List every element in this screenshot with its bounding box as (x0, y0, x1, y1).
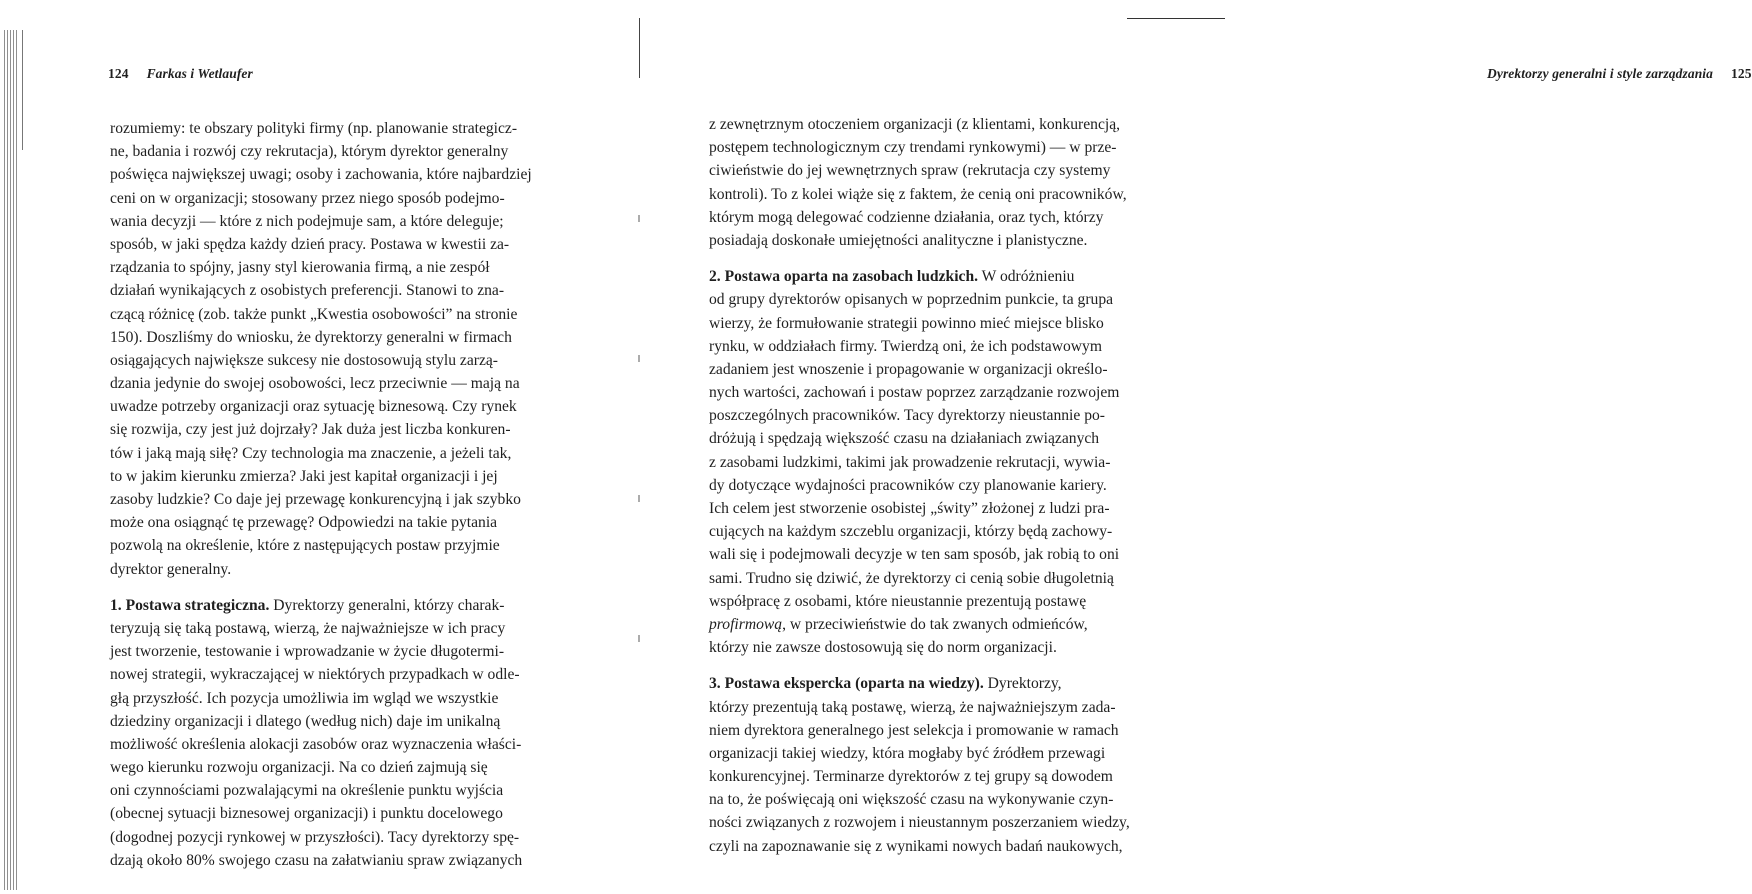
text-line: (dogodnej pozycji rynkowej w przyszłości). Tacy dyrektorzy spę- (110, 828, 520, 846)
section-heading-line (110, 594, 570, 617)
text-line: dzają około 80% swojego czasu na załatwianiu spraw związanych (110, 851, 523, 869)
gutter-marks (638, 160, 640, 720)
text-line: postępem technologicznym czy trendami rynkowymi) — w prze- (709, 139, 1117, 157)
right-paragraph-continuation (709, 113, 1171, 252)
text-line: wania decyzji — które z nich podejmuje sam, a które deleguje; (110, 212, 504, 230)
text-line: kontroli). To z kolei wiąże się z faktem, że cenią oni pracowników, (709, 185, 1127, 203)
text-line: organizacji takiej wiedzy, która mogłaby być źródłem przewagi (709, 744, 1106, 762)
text-line: na to, że poświęcają oni większość czasu na wykonywanie czyn- (709, 791, 1114, 809)
section-heading-line (709, 265, 1171, 288)
text-line: teryzują się taką postawą, wierzą, że najważniejsze w ich pracy (110, 619, 506, 637)
book-binding-shadow (22, 30, 23, 150)
book-binding-edge (4, 30, 18, 890)
text-line: z zasobami ludzkimi, takimi jak prowadzenie rekrutacji, wywia- (709, 453, 1111, 471)
text-line-italic (709, 613, 1171, 636)
text-line: czącą różnicę (zob. także punkt „Kwestia osobowości” na stronie (110, 305, 518, 323)
text-line: tów i jaką mają siłę? Czy technologia ma znaczenie, a jeżeli tak, (110, 444, 512, 462)
text-line: ności związanych z rozwojem i nieustannym poszerzaniem wiedzy, (709, 814, 1130, 832)
section-heading: 3. Postawa ekspercka (oparta na wiedzy). (709, 675, 984, 693)
text-line: osiągających największe sukcesy nie dostosowują stylu zarzą- (110, 351, 498, 369)
text-line: możliwość określenia alokacji zasobów oraz wyznaczenia właści- (110, 735, 522, 753)
section-expert-posture (709, 672, 1171, 858)
text-line: nych wartości, zachowań i postaw poprzez zarządzanie rozwojem (709, 384, 1120, 402)
text-line: zasoby ludzkie? Co daje jej przewagę konkurencyjną i jak szybko (110, 491, 521, 508)
right-page-number: 125 (1731, 66, 1752, 81)
text-line: (obecnej sytuacji biznesowej organizacji) i punktu docelowego (110, 805, 503, 823)
text-line: działań wynikających z osobistych preferencji. Stanowi to zna- (110, 282, 505, 300)
left-running-head (108, 66, 253, 82)
text-line: cujących na każdym szczeblu organizacji, którzy będą zachowy- (709, 523, 1113, 541)
text-fragment: W odróżnieniu (978, 268, 1075, 286)
text-line: może ona osiągnąć tę przewagę? Odpowiedzi na takie pytania (110, 514, 498, 532)
text-line: sami. Trudno się dziwić, że dyrektorzy ci cenią sobie długoletnią (709, 569, 1114, 587)
text-line: dziedziny organizacji i dlatego (według nich) daje im unikalną (110, 712, 501, 730)
text-line: wierzy, że formułowanie strategii powinno mieć miejsce blisko (709, 314, 1104, 332)
text-line: rozumiemy: te obszary polityki firmy (np. planowanie strategicz- (110, 120, 518, 137)
text-line: się rozwija, czy jest już dojrzały? Jak duża jest liczba konkuren- (110, 421, 511, 439)
text-line: głą przyszłość. Ich pozycja umożliwia im wgląd we wszystkie (110, 689, 499, 707)
text-line: rządzania to spójny, jasny styl kierowania firmą, a nie zespół (110, 259, 490, 277)
text-line: od grupy dyrektorów opisanych w poprzednim punkcie, ta grupa (709, 291, 1114, 309)
text-line: dróżują i spędzają większość czasu na działaniach związanych (709, 430, 1100, 448)
left-page-number: 124 (108, 66, 129, 81)
text-line: niem dyrektora generalnego jest selekcja i promowanie w ramach (709, 721, 1119, 739)
text-line: Ich celem jest stworzenie osobistej „świty” złożonej z ludzi pra- (709, 500, 1110, 517)
text-fragment: Dyrektorzy generalni, którzy charak- (269, 596, 505, 614)
left-page (0, 0, 640, 894)
text-line: ceni on w organizacji; stosowany przez niego sposób podejmo- (110, 189, 505, 207)
left-body-text (110, 117, 570, 872)
text-line: współpracę z osobami, które nieustannie prezentują postawę (709, 592, 1087, 610)
right-page (641, 0, 1752, 894)
text-fragment: , w przeciwieństwie do tak zwanych odmieńców, (782, 615, 1088, 633)
text-line: czyli na zapoznawanie się z wynikami nowych badań naukowych, (709, 837, 1123, 855)
text-line: dzania jedynie do swojej osobowości, lecz przeciwnie — mają na (110, 375, 520, 393)
text-line: posiadają doskonałe umiejętności analityczne i planistyczne. (709, 231, 1088, 249)
text-line: wego kierunku rozwoju organizacji. Na co dzień zajmują się (110, 759, 488, 777)
text-line: poszczególnych pracowników. Tacy dyrektorzy nieustannie po- (709, 407, 1105, 425)
text-line: dyrektor generalny. (110, 560, 232, 578)
right-running-head (1487, 66, 1752, 82)
text-line: rynku, w oddziałach firmy. Twierdzą oni, że ich podstawowym (709, 337, 1102, 355)
right-body-text (709, 113, 1171, 858)
text-line: wali się i podejmowali decyzje w ten sam sposób, jak robią to oni (709, 546, 1120, 564)
text-line: ne, badania i rozwój czy rekrutacja), którym dyrektor generalny (110, 143, 509, 161)
text-line: z zewnętrznym otoczeniem organizacji (z klientami, konkurencją, (709, 116, 1121, 133)
text-line: sposób, w jaki spędza każdy dzień pracy. Postawa w kwestii za- (110, 235, 510, 253)
text-line: ciwieństwie do jej wewnętrznych spraw (rekrutacja czy systemy (709, 162, 1111, 180)
text-line: uwadze potrzeby organizacji oraz sytuację biznesową. Czy rynek (110, 398, 517, 416)
text-line: konkurencyjnej. Terminarze dyrektorów z tej grupy są dowodem (709, 768, 1113, 786)
text-line: to w jakim kierunku zmierza? Jaki jest kapitał organizacji i jej (110, 467, 498, 485)
text-line: którym mogą delegować codzienne działania, oraz tych, którzy (709, 208, 1104, 226)
right-running-title: Dyrektorzy generalni i style zarządzania (1487, 66, 1714, 81)
text-fragment: Dyrektorzy, (983, 675, 1062, 693)
section-heading-line (709, 672, 1171, 695)
section-heading: 1. Postawa strategiczna. (110, 596, 270, 614)
text-line: oni czynnościami pozwalającymi na określenie punktu wyjścia (110, 782, 504, 800)
left-paragraph-intro (110, 117, 570, 581)
text-line: zadaniem jest wnoszenie i propagowanie w organizacji określo- (709, 360, 1108, 378)
section-strategic-posture (110, 594, 570, 872)
left-running-title: Farkas i Wetlaufer (146, 66, 253, 81)
text-line: pozwolą na określenie, które z następujących postaw przyjmie (110, 537, 500, 555)
text-line: 150). Doszliśmy do wniosku, że dyrektorzy generalni w firmach (110, 328, 512, 346)
italic-term: profirmową (709, 615, 783, 633)
page-gutter (639, 18, 640, 78)
section-heading: 2. Postawa oparta na zasobach ludzkich. (709, 268, 979, 286)
section-human-resources-posture (709, 265, 1171, 659)
text-line: jest tworzenie, testowanie i wprowadzanie w życie długotermi- (110, 643, 505, 661)
text-line: którzy nie zawsze dostosowują się do norm organizacji. (709, 639, 1057, 657)
text-line: dy dotyczące wydajności pracowników czy planowanie kariery. (709, 476, 1107, 494)
text-line: którzy prezentują taką postawę, wierzą, że najważniejszym zada- (709, 698, 1116, 716)
text-line: nowej strategii, wykraczającej w niektórych przypadkach w odle- (110, 666, 520, 684)
text-line: poświęca największej uwagi; osoby i zachowania, które najbardziej (110, 166, 532, 184)
